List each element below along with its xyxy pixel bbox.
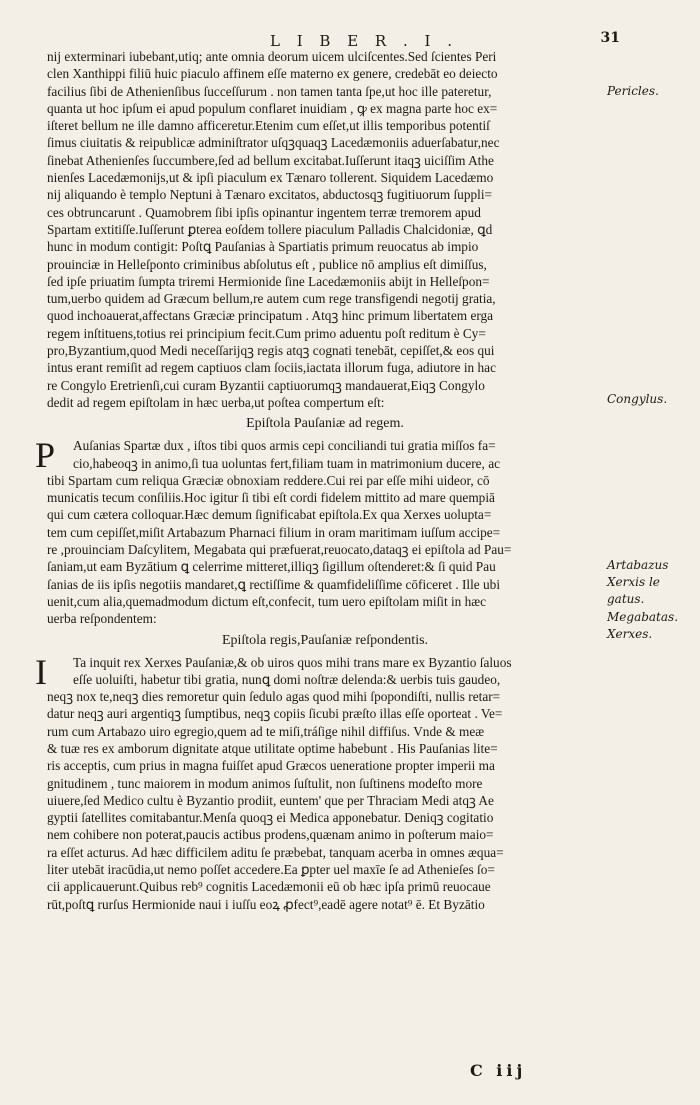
- text-line: ſed ipſe priuatim ſumpta triremi Hermionide ſine Lacedæmoniis abijt in Helleſpon=: [47, 273, 490, 289]
- text-line: ſanias de iis ipſis negotiis mandaret,ꝗ rectiſſime & quamfideliſſime cōficeret . Ille ubi: [47, 576, 501, 592]
- margin-note-gatus: gatus.: [607, 592, 645, 606]
- text-line: Spartam extitiſſe.Iuſſerunt ꝑterea eoſdem tollere piaculum Palladis Chalcidoniæ, ꝗd: [47, 221, 493, 237]
- paragraph-2: [35, 435, 603, 627]
- text-line: tibi Spartam cum reliqua Græciæ obnoxiam reddere.Cui rei par eſſe mihi uideor, cō: [47, 472, 490, 488]
- text-line: nem cohibere non poterat,paucis actibus prodens,quænam animo in poſterum maio=: [47, 827, 494, 843]
- text-line: eſſe uoluiſti, habetur tibi gratia, nunꝗ domi noſtræ delenda:& uerbis tuis gaudeo,: [73, 671, 501, 687]
- text-line: iſteret bellum ne ille damno afficeretur.Etenim cum eſſet,ut illis temporibus potentiſ: [47, 118, 490, 134]
- section-heading: Epiſtola Pauſaniæ ad regem.: [246, 416, 404, 432]
- text-line: rum cum Artabazo uiro egregio,quem ad te miſi,tráſige nihil diffiſus. Vnde & meæ: [47, 723, 485, 739]
- text-line: regem inſtituens,totius rei principium fecit.Cum primo aduentu poſt reditum è Cy=: [47, 325, 486, 341]
- text-line: re ,prouinciam Daſcylitem, Megabata qui præfuerat,reuocato,dataqꝫ ei epiſtola ad Pau=: [47, 542, 512, 558]
- text-line: uenit,cum alia,quemadmodum dictum eſt,confecit, tum uero epiſtolam miſit in hæc: [47, 593, 487, 609]
- text-line: nij aliquando è templo Neptuni à Tænaro excitatos, abductosqꝫ fugitiuorum ſuppli=: [47, 187, 493, 203]
- text-line: ſinebat Athenienſes ſuccumbere,ſed ad bellum excitabat.Iuſſerunt itaqꝫ uiciſſim Athe: [47, 152, 494, 168]
- margin-note-artabazus: Artabazus: [607, 558, 669, 572]
- text-line: uerba reſpondentem:: [47, 611, 157, 627]
- text-line: neqꝫ nox te,neqꝫ dies remoretur quin ſedulo agas quod mihi ſpopondiſti, nullis retar=: [47, 689, 501, 705]
- running-title: L I B E R . I .: [270, 32, 458, 50]
- text-line: hunc in modum contigit: Poſtꝗ Pauſanias à Spartiatis primum reuocatus ab impio: [47, 239, 479, 255]
- text-line: uiuere,ſed Medico cultu è Byzantio prodiit, euntem' que per Thraciam Medi atqꝫ Ae: [47, 792, 494, 808]
- text-line: cio,habeoqꝫ in animo,ſi tua uoluntas fert,filiam tuam in matrimonium ducere, ac: [73, 455, 501, 471]
- paragraph-1: [47, 48, 603, 411]
- margin-note-congylus: Congylus.: [607, 392, 668, 406]
- text-line: clen Xanthippi filiū huic piaculo affinem eſſe materno ex genere, credebāt eo deiecto: [47, 66, 498, 82]
- text-line: rūt,poſtꝗ rurſus Hermionide naui i iuſſu eoꝝ ꝓfect⁹,eadē agere notat⁹ ē. Et Byzātio: [47, 896, 485, 912]
- margin-note-megabatas: Megabatas.: [607, 610, 679, 624]
- text-line: liter utebāt iracūdia,ut nemo poſſet accedere.Ea ꝑpter uel maxīe ſe ad Athenieſes ſo=: [47, 862, 495, 878]
- text-line: dedit ad regem epiſtolam in hæc uerba,ut poſtea compertum eſt:: [47, 394, 385, 410]
- section-heading: Epiſtola regis,Pauſaniæ reſpondentis.: [221, 632, 429, 648]
- text-line: intus erant remiſit ad regem captiuos clam ſociis,iactata illorum fuga, adiutore in hac: [47, 360, 496, 376]
- text-line: municatis tecum conſiliis.Hoc igitur ſi tibi eſt cordi fidelem mittito ad mare quempiā: [47, 490, 495, 506]
- text-line: tem cum cepiſſet,miſit Artabazum Pharnaci filium in oram maritimam iuſſum accipe=: [47, 524, 501, 540]
- text-line: & tuæ res ex amborum dignitate atque utilitate optime habebunt . His Pauſanias lite=: [47, 740, 498, 756]
- signature-mark: C iij: [470, 1061, 527, 1080]
- text-line: re Congylo Eretrienſi,cui curam Byzantii captiuorumqꝫ mandauerat,Eiqꝫ Congylo: [47, 377, 485, 393]
- text-line: nij exterminari iubebant,utiq; ante omnia deorum uicem ulciſcentes.Sed ſcientes Peri: [47, 49, 497, 64]
- text-line: nienſes Lacedæmonijs,ut & ipſi piaculum ex Tænaro tollerent. Siquidem Lacedæmo: [47, 170, 494, 186]
- text-line: quod inchoauerat,affectans Græciæ principatum . Atqꝫ hinc primum libertatem erga: [47, 308, 494, 324]
- text-span: Auſanias Spartæ dux , iſtos tibi quos armis cepi conciliandi tui gratia miſſos fa=: [73, 438, 496, 454]
- text-line: tum,uerbo quidem ad Græcum bellum,re autem cum rege transfigendi negotij gratia,: [47, 291, 496, 307]
- text-span: Ta inquit rex Xerxes Pauſaniæ,& ob uiros quos mihi trans mare ex Byzantio ſaluos: [73, 654, 512, 670]
- text-line: datur neqꝫ auri argentiqꝫ ſumptibus, neqꝫ copiis ſicubi præſto illas eſſe oporteat . Ve=: [47, 706, 503, 722]
- text-line: gyptii ſatellites comitabantur.Menſa quoqꝫ ei Medica apponebatur. Deniqꝫ cogitatio: [47, 810, 494, 826]
- text-line: quanta ut hoc ipſum ei apud populum conflaret inuidiam , ꝙ ex magna parte hoc ex=: [47, 100, 498, 116]
- text-line: prouinciæ in Helleſponto criminibus abſolutus eſt , publice nō amplius eſt dimiſſus,: [47, 256, 487, 272]
- margin-note-pericles: Pericles.: [607, 84, 659, 98]
- text-line: qui cum cætera colloquar.Hæc demum ſignificabat epiſtola.Ex qua Xerxes uolupta=: [47, 507, 492, 523]
- paragraph-3: [35, 651, 603, 913]
- page-number: 31: [600, 30, 620, 46]
- text-line: ra eſſet acturus. Ad hæc difficilem aditu ſe præbebat, tanquam acerba in omnes æqua=: [47, 844, 504, 860]
- margin-note-xerxes: Xerxes.: [607, 627, 653, 641]
- main-text-block: [35, 48, 603, 913]
- drop-cap: I: [35, 651, 47, 692]
- text-line: ſimus ciuitatis & reipublicæ adminiſtrator uſqꝫquaqꝫ Lacedæmoniis aduerſabatur,nec: [47, 135, 500, 151]
- text-line: ſaniam,ut eam Byzātium ꝗ celerrime mitteret,illiqꝫ ſigillum oſtenderet:& ſi quid Pau: [47, 559, 496, 575]
- text-line: ces obtruncarunt . Quamobrem ſibi ipſis opinantur ingentem terræ tremorem apud: [47, 204, 481, 220]
- text-line: pro,Byzantium,quod Medi neceſſarijqꝫ regis atqꝫ cognati tenebāt, cepiſſet,& eos qui: [47, 343, 495, 359]
- text-line: facilius ſibi de Athenienſibus ſucceſſurum . non tamen tanta ſpe,ut hoc ille pateretur,: [47, 83, 492, 99]
- drop-cap: P: [35, 435, 56, 476]
- text-line: ris acceptis, cum prius in magna fuiſſet apud Græcos ueneratione propter imperii ma: [47, 758, 495, 774]
- margin-note-xerxis-le: Xerxis le: [607, 575, 660, 589]
- text-line: gnitudinem , tunc maiorem in modum animos ſuſtulit, non ſuſtinens modeſto more: [47, 775, 483, 791]
- text-line: cii applicauerunt.Quibus reb⁹ cognitis Lacedæmonii eū ob hæc ipſa primū reuocaue: [47, 879, 491, 895]
